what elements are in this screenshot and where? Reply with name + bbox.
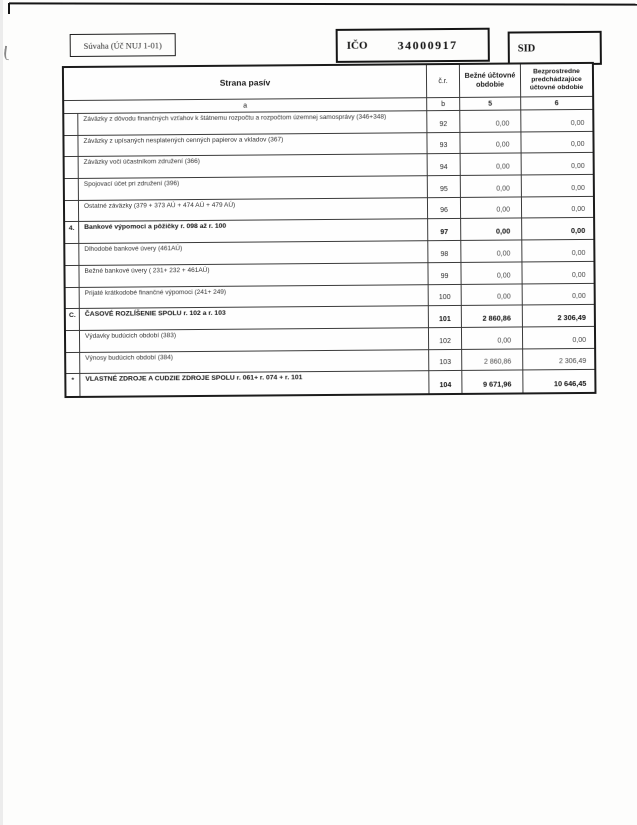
row-letter: 4. bbox=[65, 222, 79, 244]
row-value-current: 2 860,86 bbox=[462, 306, 523, 328]
row-value-previous: 0,00 bbox=[522, 240, 593, 262]
row-value-current: 0,00 bbox=[461, 197, 522, 219]
row-value-previous: 0,00 bbox=[522, 218, 593, 240]
row-label: Záväzky z upísaných nesplatených cenných papierov a vkladov (367) bbox=[78, 133, 427, 157]
row-value-previous: 0,00 bbox=[521, 110, 592, 132]
subheader-a: a bbox=[64, 98, 427, 114]
row-line-number: 96 bbox=[428, 198, 461, 220]
subheader-5: 5 bbox=[460, 97, 521, 110]
row-letter bbox=[65, 157, 79, 179]
row-value-previous: 0,00 bbox=[522, 197, 593, 219]
row-label: Výdavky budúcich období (383) bbox=[80, 328, 429, 352]
row-letter bbox=[65, 244, 79, 266]
row-letter bbox=[66, 331, 80, 353]
header-previous-period-col: Bezprostredne predchádzajúce účtovné obdobie bbox=[521, 64, 592, 98]
form-title-box bbox=[70, 33, 176, 57]
sid-box bbox=[508, 31, 602, 66]
row-value-previous: 2 306,49 bbox=[523, 305, 594, 327]
row-value-previous: 0,00 bbox=[522, 262, 593, 284]
row-line-number: 93 bbox=[427, 133, 460, 155]
row-value-current: 0,00 bbox=[461, 154, 522, 176]
row-label: Výnosy budúcich období (384) bbox=[80, 350, 429, 374]
row-letter bbox=[64, 136, 78, 158]
header-current-period-col: Bežné účtovné obdobie bbox=[460, 64, 521, 97]
subheader-b: b bbox=[427, 98, 460, 111]
row-label: Bežné bankové úvery ( 231+ 232 + 461AÚ) bbox=[79, 263, 428, 287]
row-value-current: 0,00 bbox=[460, 110, 521, 132]
row-letter bbox=[66, 287, 80, 309]
row-label: VLASTNÉ ZDROJE A CUDZIE ZDROJE SPOLU r. 061+ r. 074 + r. 101 bbox=[80, 371, 429, 395]
row-letter bbox=[64, 114, 78, 136]
row-label: Spojovací účet pri združení (396) bbox=[79, 176, 428, 200]
row-letter: * bbox=[66, 374, 80, 396]
row-line-number: 103 bbox=[429, 350, 462, 372]
form-title: Súvaha (Úč NUJ 1-01) bbox=[83, 39, 162, 51]
row-value-current: 0,00 bbox=[462, 327, 523, 349]
row-label: Bankové výpomoci a pôžičky r. 098 až r. 100 bbox=[79, 220, 428, 244]
row-value-previous: 0,00 bbox=[521, 132, 592, 154]
row-line-number: 104 bbox=[429, 371, 462, 393]
row-value-current: 0,00 bbox=[460, 132, 521, 154]
row-value-previous: 10 646,45 bbox=[553, 378, 587, 389]
row-letter bbox=[65, 266, 79, 288]
sid-label: SID bbox=[517, 42, 536, 54]
row-value-previous: 0,00 bbox=[523, 283, 594, 305]
row-line-number: 102 bbox=[429, 328, 462, 350]
row-letter bbox=[66, 353, 80, 375]
subheader-6: 6 bbox=[521, 97, 592, 111]
header-strana-pasiv: Strana pasív bbox=[64, 65, 427, 101]
row-value-current: 0,00 bbox=[461, 262, 522, 284]
row-label: ČASOVÉ ROZLÍŠENIE SPOLU r. 102 a r. 103 bbox=[80, 306, 429, 330]
row-value-previous: 0,00 bbox=[522, 175, 593, 197]
row-value-current: 0,00 bbox=[461, 176, 522, 198]
row-line-number: 100 bbox=[429, 284, 462, 306]
ico-box bbox=[336, 28, 490, 63]
row-value-previous: 2 306,49 bbox=[523, 349, 594, 371]
row-value-current: 9 671,96 bbox=[462, 371, 523, 393]
row-line-number: 98 bbox=[428, 241, 461, 263]
row-label: Ostatné záväzky (379 + 373 AÚ + 474 AÚ + 479 AÚ) bbox=[79, 198, 428, 222]
row-value-current: 2 860,86 bbox=[462, 349, 523, 371]
liabilities-table bbox=[62, 62, 597, 398]
row-line-number: 97 bbox=[428, 219, 461, 241]
row-line-number: 95 bbox=[428, 176, 461, 198]
row-label: Dlhodobé bankové úvery (461AÚ) bbox=[79, 241, 428, 265]
row-line-number: 101 bbox=[429, 306, 462, 328]
row-letter bbox=[65, 179, 79, 201]
header-line-number-col: č.r. bbox=[427, 65, 460, 98]
row-letter bbox=[65, 201, 79, 223]
row-line-number: 94 bbox=[428, 154, 461, 176]
row-label: Záväzky z dôvodu finančných vzťahov k štátnemu rozpočtu a rozpočtom územnej samosprávy (346+348) bbox=[78, 111, 427, 135]
row-value-previous: 0,00 bbox=[522, 153, 593, 175]
row-label: Prijaté krátkodobé finančné výpomoci (241+ 249) bbox=[80, 285, 429, 309]
row-value-current: 0,00 bbox=[462, 284, 523, 306]
ico-label: IČO bbox=[346, 39, 368, 52]
row-value-previous: 0,00 bbox=[523, 327, 594, 349]
row-line-number: 92 bbox=[427, 111, 460, 133]
row-letter: C. bbox=[66, 309, 80, 331]
ico-value: 34000917 bbox=[397, 37, 458, 52]
row-label: Záväzky voči účastníkom združení (366) bbox=[79, 155, 428, 179]
row-line-number: 99 bbox=[428, 263, 461, 285]
row-value-current: 0,00 bbox=[461, 241, 522, 263]
row-value-current: 0,00 bbox=[461, 219, 522, 241]
